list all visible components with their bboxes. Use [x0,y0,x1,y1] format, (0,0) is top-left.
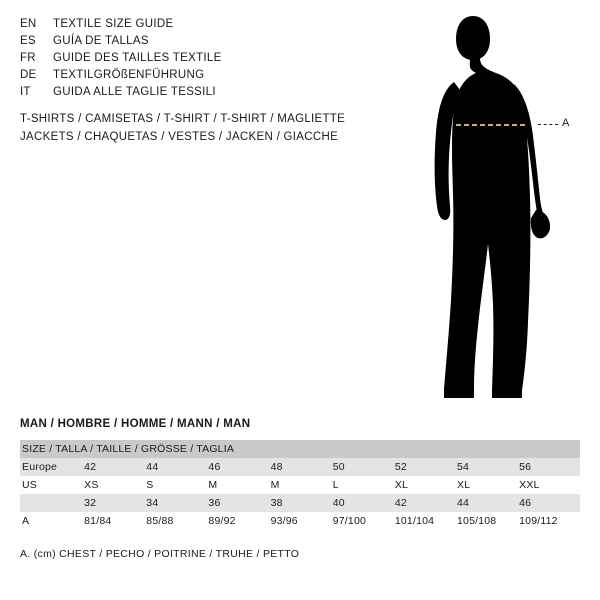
cell-a-1: 85/88 [144,512,206,530]
cell-a-3: 93/96 [269,512,331,530]
row-label-numeric [20,494,82,512]
cell-us-6: XL [455,476,517,494]
cell-numeric-7: 46 [517,494,580,512]
cell-us-2: M [206,476,268,494]
language-row-de [20,67,360,84]
language-row-it [20,84,360,101]
cell-europe-0: 42 [82,458,144,476]
language-code-en: EN [20,18,37,30]
cell-us-7: XXL [517,476,580,494]
cell-us-3: M [269,476,331,494]
cell-numeric-0: 32 [82,494,144,512]
cell-us-4: L [331,476,393,494]
language-code-fr: FR [20,52,36,64]
language-list [20,16,360,101]
table-row [20,458,580,476]
garment-type-list [20,110,380,146]
cell-a-7: 109/112 [517,512,580,530]
language-code-es: ES [20,35,36,47]
cell-europe-3: 48 [269,458,331,476]
cell-a-2: 89/92 [206,512,268,530]
silhouette-svg [410,12,590,402]
measurement-footnote: A. (cm) CHEST / PECHO / POITRINE / TRUHE / PETTO [20,548,300,560]
section-title-man: MAN / HOMBRE / HOMME / MANN / MAN [20,418,251,430]
cell-europe-4: 50 [331,458,393,476]
garment-line-tshirts: T-SHIRTS / CAMISETAS / T-SHIRT / T-SHIRT / MAGLIETTE [20,113,346,125]
size-table-wrapper [20,440,580,530]
body-silhouette-figure [410,12,590,402]
table-row [20,512,580,530]
size-table [20,440,580,530]
cell-a-4: 97/100 [331,512,393,530]
table-row [20,476,580,494]
cell-a-6: 105/108 [455,512,517,530]
language-row-en [20,16,360,33]
language-row-fr [20,50,360,67]
table-row [20,494,580,512]
table-header-label: SIZE / TALLA / TAILLE / GRÖSSE / TAGLIA [20,440,580,458]
table-header-row [20,440,580,458]
measure-label-a: A [562,117,570,129]
language-row-es [20,33,360,50]
cell-numeric-3: 38 [269,494,331,512]
cell-europe-6: 54 [455,458,517,476]
language-text-es: GUÍA DE TALLAS [53,35,149,47]
cell-europe-1: 44 [144,458,206,476]
cell-a-5: 101/104 [393,512,455,530]
cell-us-0: XS [82,476,144,494]
language-code-de: DE [20,69,37,81]
cell-numeric-4: 40 [331,494,393,512]
language-text-it: GUIDA ALLE TAGLIE TESSILI [53,86,216,98]
cell-europe-2: 46 [206,458,268,476]
cell-numeric-1: 34 [144,494,206,512]
language-code-it: IT [20,86,31,98]
row-label-a: A [20,512,82,530]
cell-numeric-2: 36 [206,494,268,512]
row-label-europe: Europe [20,458,82,476]
cell-a-0: 81/84 [82,512,144,530]
cell-numeric-6: 44 [455,494,517,512]
cell-europe-7: 56 [517,458,580,476]
cell-europe-5: 52 [393,458,455,476]
language-text-fr: GUIDE DES TAILLES TEXTILE [53,52,222,64]
language-text-en: TEXTILE SIZE GUIDE [53,18,174,30]
cell-us-5: XL [393,476,455,494]
row-label-us: US [20,476,82,494]
garment-line-jackets: JACKETS / CHAQUETAS / VESTES / JACKEN / GIACCHE [20,131,339,143]
language-text-de: TEXTILGRÖßENFÜHRUNG [53,69,205,81]
cell-us-1: S [144,476,206,494]
cell-numeric-5: 42 [393,494,455,512]
measure-leader-dashes [538,124,558,126]
